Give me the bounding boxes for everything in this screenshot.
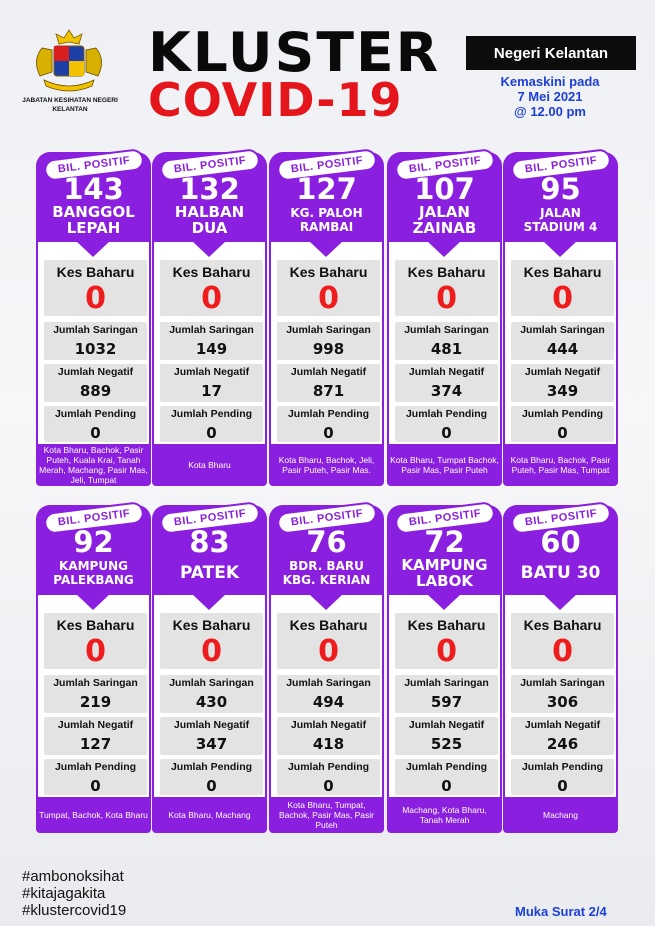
- pending-label: Jumlah Pending: [287, 761, 370, 773]
- screening-label: Jumlah Saringan: [169, 677, 254, 689]
- card-body: [152, 595, 267, 797]
- new-cases-label: Kes Baharu: [289, 264, 368, 280]
- cluster-name-line-2: RAMBAI: [299, 220, 354, 234]
- negative-value: 889: [79, 382, 112, 400]
- negative-value: 374: [430, 382, 463, 400]
- screening-label: Jumlah Saringan: [520, 677, 605, 689]
- header-pointer: [427, 241, 461, 257]
- new-cases-label: Kes Baharu: [289, 617, 368, 633]
- screening-value: 444: [546, 340, 579, 358]
- positive-badge: BIL. POSITIF: [510, 148, 612, 182]
- new-cases-value: 0: [318, 634, 339, 669]
- screening-value: 494: [312, 693, 345, 711]
- affected-areas: Kota Bharu, Tumpat Bachok, Pasir Mas, Pasir Puteh: [387, 444, 502, 486]
- positive-count: 60: [540, 525, 581, 559]
- screening-value: 149: [195, 340, 228, 358]
- screening-value: 998: [312, 340, 345, 358]
- new-cases-label: Kes Baharu: [523, 617, 602, 633]
- screening-value: 481: [430, 340, 463, 358]
- pending-value: 0: [90, 777, 101, 795]
- header-pointer: [192, 241, 226, 257]
- cluster-name-line-2: DUA: [191, 219, 228, 237]
- cluster-name-line-1: BANGGOL: [52, 203, 135, 221]
- screening-label: Jumlah Saringan: [286, 324, 371, 336]
- card-body: [503, 242, 618, 444]
- affected-areas: Machang, Kota Bharu, Tanah Merah: [387, 797, 502, 833]
- card-body: [152, 242, 267, 444]
- positive-count: 143: [63, 172, 124, 206]
- cluster-name-line-2: LABOK: [416, 572, 473, 590]
- hashtag-2: #kitajagakita: [22, 885, 106, 902]
- cluster-name-line-2: PALEKBANG: [53, 573, 134, 587]
- pending-value: 0: [557, 777, 568, 795]
- cluster-name-line-2: LEPAH: [66, 219, 121, 237]
- new-cases-value: 0: [552, 634, 573, 669]
- new-cases-value: 0: [318, 281, 339, 316]
- pending-value: 0: [441, 777, 452, 795]
- header-pointer: [309, 241, 343, 257]
- new-cases-value: 0: [85, 634, 106, 669]
- pending-label: Jumlah Pending: [54, 761, 137, 773]
- cluster-name-line-1: JALAN: [419, 203, 470, 221]
- hashtag-3: #klustercovid19: [22, 902, 127, 919]
- pending-label: Jumlah Pending: [170, 761, 253, 773]
- pending-value: 0: [323, 777, 334, 795]
- card-body: [269, 595, 384, 797]
- positive-badge: BIL. POSITIF: [276, 501, 378, 535]
- cluster-name-line-1: KG. PALOH: [290, 206, 363, 220]
- cluster-name-line-1: JALAN: [540, 206, 581, 220]
- pending-label: Jumlah Pending: [521, 761, 604, 773]
- negative-label: Jumlah Negatif: [524, 366, 601, 378]
- page-number: Muka Surat 2/4: [515, 904, 607, 919]
- affected-areas: Tumpat, Bachok, Kota Bharu: [36, 797, 151, 833]
- screening-value: 597: [430, 693, 463, 711]
- pending-label: Jumlah Pending: [287, 408, 370, 420]
- card-body: [503, 595, 618, 797]
- hashtag-1: #ambonoksihat: [22, 868, 124, 885]
- pending-label: Jumlah Pending: [170, 408, 253, 420]
- cluster-name-line-1: BDR. BARU: [289, 559, 364, 573]
- hashtags: [22, 868, 126, 919]
- updated-info: [470, 74, 630, 119]
- positive-badge: BIL. POSITIF: [394, 148, 496, 182]
- card-body: [269, 242, 384, 444]
- pending-value: 0: [206, 777, 217, 795]
- pending-label: Jumlah Pending: [54, 408, 137, 420]
- screening-label: Jumlah Saringan: [53, 324, 138, 336]
- positive-count: 92: [73, 525, 114, 559]
- pending-value: 0: [441, 424, 452, 442]
- screening-value: 219: [79, 693, 112, 711]
- negative-label: Jumlah Negatif: [408, 366, 485, 378]
- new-cases-value: 0: [436, 281, 457, 316]
- header-pointer: [309, 594, 343, 610]
- pending-value: 0: [323, 424, 334, 442]
- screening-value: 430: [195, 693, 228, 711]
- pending-value: 0: [90, 424, 101, 442]
- new-cases-value: 0: [201, 281, 222, 316]
- negative-label: Jumlah Negatif: [173, 366, 250, 378]
- screening-label: Jumlah Saringan: [404, 677, 489, 689]
- screening-label: Jumlah Saringan: [53, 677, 138, 689]
- new-cases-label: Kes Baharu: [407, 617, 486, 633]
- cluster-name-line-1: HALBAN: [174, 203, 245, 221]
- positive-badge: BIL. POSITIF: [159, 148, 261, 182]
- new-cases-value: 0: [436, 634, 457, 669]
- cluster-name-line-2: ZAINAB: [412, 219, 477, 237]
- positive-count: 83: [189, 525, 230, 559]
- negative-value: 347: [195, 735, 228, 753]
- positive-count: 132: [179, 172, 240, 206]
- affected-areas: Kota Bharu, Bachok, Pasir Puteh, Pasir Mas, Tumpat: [503, 444, 618, 486]
- header-pointer: [427, 594, 461, 610]
- header-pointer: [76, 594, 110, 610]
- positive-badge: BIL. POSITIF: [159, 501, 261, 535]
- new-cases-label: Kes Baharu: [56, 264, 135, 280]
- new-cases-value: 0: [85, 281, 106, 316]
- screening-value: 306: [546, 693, 579, 711]
- pending-label: Jumlah Pending: [405, 408, 488, 420]
- card-body: [387, 595, 502, 797]
- updated-line-3: @ 12.00 pm: [514, 104, 586, 119]
- positive-badge: BIL. POSITIF: [43, 501, 145, 535]
- new-cases-label: Kes Baharu: [172, 264, 251, 280]
- negative-value: 349: [546, 382, 579, 400]
- affected-areas: Kota Bharu, Machang: [152, 797, 267, 833]
- affected-areas: Kota Bharu, Bachok, Pasir Puteh, Kuala Krai, Tanah Merah, Machang, Pasir Mas, Jeli, Tumpat: [36, 444, 151, 486]
- screening-label: Jumlah Saringan: [169, 324, 254, 336]
- cluster-name-line-1: BATU 30: [520, 563, 601, 583]
- pending-label: Jumlah Pending: [405, 761, 488, 773]
- positive-badge: BIL. POSITIF: [43, 148, 145, 182]
- cluster-name-line-1: KAMPUNG: [401, 556, 488, 574]
- header-pointer: [76, 241, 110, 257]
- positive-count: 76: [306, 525, 347, 559]
- pending-value: 0: [206, 424, 217, 442]
- card-body: [36, 595, 151, 797]
- new-cases-label: Kes Baharu: [172, 617, 251, 633]
- screening-label: Jumlah Saringan: [404, 324, 489, 336]
- cluster-name-line-2: STADIUM 4: [523, 220, 598, 234]
- negative-value: 871: [312, 382, 345, 400]
- positive-count: 127: [296, 172, 357, 206]
- department-name: JABATAN KESIHATAN NEGERI KELANTAN: [22, 97, 118, 113]
- new-cases-label: Kes Baharu: [407, 264, 486, 280]
- negative-value: 127: [79, 735, 112, 753]
- negative-value: 418: [312, 735, 345, 753]
- cluster-name-line-2: KBG. KERIAN: [282, 573, 371, 587]
- positive-badge: BIL. POSITIF: [394, 501, 496, 535]
- negative-label: Jumlah Negatif: [173, 719, 250, 731]
- negative-label: Jumlah Negatif: [57, 366, 134, 378]
- pending-value: 0: [557, 424, 568, 442]
- cluster-name-line-1: PATEK: [179, 563, 240, 583]
- negative-label: Jumlah Negatif: [408, 719, 485, 731]
- negative-label: Jumlah Negatif: [290, 719, 367, 731]
- positive-count: 107: [414, 172, 475, 206]
- negative-label: Jumlah Negatif: [290, 366, 367, 378]
- card-body: [36, 242, 151, 444]
- card-body: [387, 242, 502, 444]
- updated-line-1: Kemaskini pada: [500, 74, 600, 89]
- title-covid: COVID-19: [148, 73, 403, 127]
- negative-value: 525: [430, 735, 463, 753]
- coat-of-arms-logo: [24, 26, 114, 92]
- positive-count: 95: [540, 172, 581, 206]
- negative-value: 246: [546, 735, 579, 753]
- state-label: Negeri Kelantan: [466, 36, 636, 70]
- screening-label: Jumlah Saringan: [520, 324, 605, 336]
- new-cases-label: Kes Baharu: [56, 617, 135, 633]
- affected-areas: Kota Bharu: [152, 444, 267, 486]
- new-cases-label: Kes Baharu: [523, 264, 602, 280]
- title-kluster: KLUSTER: [148, 21, 441, 84]
- screening-label: Jumlah Saringan: [286, 677, 371, 689]
- affected-areas: Kota Bharu, Tumpat, Bachok, Pasir Mas, Pasir Puteh: [269, 797, 384, 833]
- affected-areas: Kota Bharu, Bachok, Jeli, Pasir Puteh, Pasir Mas.: [269, 444, 384, 486]
- updated-line-2: 7 Mei 2021: [517, 89, 583, 104]
- pending-label: Jumlah Pending: [521, 408, 604, 420]
- screening-value: 1032: [74, 340, 117, 358]
- negative-label: Jumlah Negatif: [524, 719, 601, 731]
- header-pointer: [192, 594, 226, 610]
- header-pointer: [543, 594, 577, 610]
- new-cases-value: 0: [552, 281, 573, 316]
- affected-areas: Machang: [503, 797, 618, 833]
- positive-count: 72: [424, 525, 465, 559]
- positive-badge: BIL. POSITIF: [276, 148, 378, 182]
- cluster-name-line-1: KAMPUNG: [59, 559, 128, 573]
- header-pointer: [543, 241, 577, 257]
- positive-badge: BIL. POSITIF: [510, 501, 612, 535]
- negative-value: 17: [201, 382, 222, 400]
- negative-label: Jumlah Negatif: [57, 719, 134, 731]
- new-cases-value: 0: [201, 634, 222, 669]
